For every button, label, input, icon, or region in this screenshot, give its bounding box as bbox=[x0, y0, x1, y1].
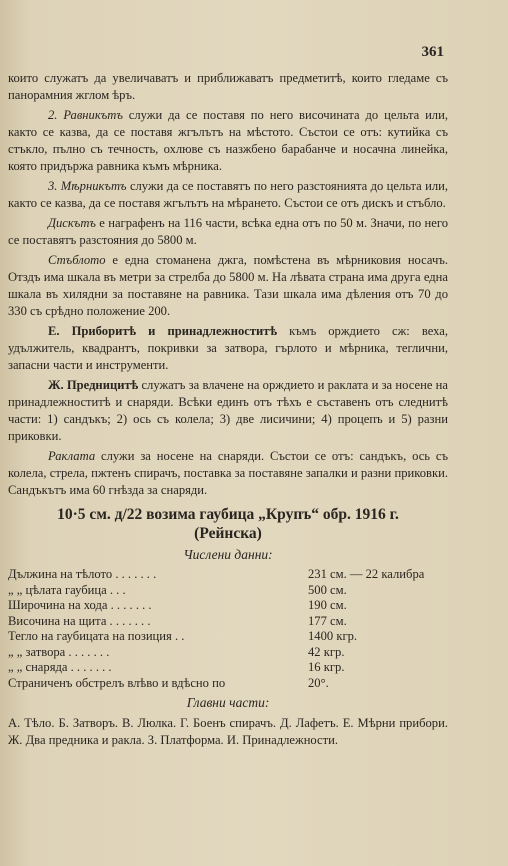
spec-label: „ „ цѣлата гаубица . . . bbox=[8, 582, 126, 597]
spec-value: 500 см. bbox=[308, 582, 347, 597]
spec-label: Страниченъ обстрелъ влѣво и вдѣсно по bbox=[8, 675, 226, 690]
spec-row bbox=[8, 614, 448, 630]
main-parts-heading: Главни части: bbox=[186, 695, 270, 710]
spec-label: „ „ снаряда . . . . . . . bbox=[8, 660, 112, 674]
page-content bbox=[8, 70, 448, 752]
spec-label: Дължина на тѣлото . . . . . . . bbox=[8, 567, 157, 581]
section-title bbox=[8, 505, 448, 543]
section-title-line2: (Рейнска) bbox=[194, 525, 262, 542]
term-stem: Стъблото bbox=[48, 253, 106, 267]
spec-value: 1400 кгр. bbox=[308, 629, 358, 643]
term-level: 2. Равникътъ bbox=[48, 108, 123, 122]
spec-value: 190 см. bbox=[308, 598, 347, 612]
page-number: 361 bbox=[421, 44, 444, 60]
spec-value: 231 см. — 22 калибра bbox=[308, 567, 425, 581]
spec-row bbox=[8, 598, 448, 614]
term-disc: Дискътъ bbox=[48, 216, 96, 230]
paragraph-limbers bbox=[8, 377, 448, 445]
spec-row bbox=[8, 676, 448, 692]
spec-row bbox=[8, 645, 448, 661]
spec-label: Широчина на хода . . . . . . . bbox=[8, 598, 152, 612]
paragraph-limbers-body: служатъ за влачене на орждието и раклата и за носене на принадлежноститѣ и снаряди. Всѣки единъ отъ тѣхъ е съставенъ отъ следнитѣ части: 1) сандъкъ; 2) ось съ колела; 3) две лисичини; 4) процепъ и 5) разни приковки. bbox=[8, 378, 448, 443]
spec-list bbox=[8, 567, 448, 691]
spec-label: Височина на щита . . . . . . . bbox=[8, 613, 151, 628]
spec-label: Тегло на гаубицата на позиция . . bbox=[8, 629, 185, 643]
spec-row bbox=[8, 629, 448, 645]
spec-value: 20°. bbox=[308, 675, 329, 690]
spec-value: 42 кгр. bbox=[308, 644, 345, 659]
paragraph-caisson-body: служи за носене на снаряди. Състои се отъ: сандъкъ, ось съ колела, стрела, пжтенъ спирачъ, поставка за поставяне запалки и разни приковки. Сандъкътъ има 60 гнѣзда за снаряди. bbox=[8, 449, 448, 497]
spec-row bbox=[8, 660, 448, 676]
term-sight: 3. Мѣрникътъ bbox=[48, 179, 127, 193]
spec-row bbox=[8, 583, 448, 599]
paragraph-sight bbox=[8, 178, 448, 212]
main-parts-text: А. Тѣло. Б. Затворъ. В. Люлка. Г. Боенъ спирачъ. Д. Лафетъ. Е. Мѣрни прибори. Ж. Два предника и ракла. З. Платформа. И. Принадлежности. bbox=[8, 716, 448, 747]
numeric-data-heading: Числени данни: bbox=[183, 547, 273, 562]
paragraph-stem bbox=[8, 252, 448, 320]
term-limbers: Ж. Предницитѣ bbox=[48, 378, 139, 392]
paragraph-accessories-body: къмъ орждието сж: веха, удължитель, квадрантъ, покривки за затвора, гърлото и мѣрника, теглични, запасни части и инструменти. bbox=[8, 324, 449, 372]
paragraph-sight-body: служи да се поставятъ по него разстоянията до цельта или, както се казва, да се поставя жгълътъ на мѣрането. Състои се отъ дискъ и стъбло. bbox=[8, 179, 449, 210]
paragraph-disc-body: е нагрaфенъ на 116 части, всѣка една отъ по 50 м. Значи, по него се поставятъ разстояния до 5800 м. bbox=[8, 216, 448, 247]
spec-label: „ „ затвора . . . . . . . bbox=[8, 644, 110, 659]
spec-value: 177 см. bbox=[308, 613, 347, 628]
paragraph-continuation: които служатъ да увеличаватъ и приближаватъ предметитѣ, които гледаме съ панорамния жглом ѣръ. bbox=[8, 71, 448, 102]
term-accessories: Е. Приборитѣ и принадлежноститѣ bbox=[48, 324, 278, 338]
paragraph-stem-body: е една стоманена джга, помѣстена въ мѣрниковия носачъ. Отздъ има шкала въ метри за стрелба до 5800 м. На лѣвата страна има друга една шкала въ хилядни за поставяне на равника. Тази шкала има дѣления отъ 70 до 330 съ срѣдно положение 200. bbox=[8, 253, 448, 318]
paragraph-caisson bbox=[8, 448, 448, 499]
term-caisson: Раклата bbox=[48, 449, 96, 463]
spec-row bbox=[8, 567, 448, 583]
paragraph-disc bbox=[8, 215, 448, 249]
spec-value: 16 кгр. bbox=[308, 660, 345, 674]
paragraph-level-body: служи да се поставя по него височината до цельта или, както се казва, да се поставя жгълътъ на мѣстото. Състои се отъ: кутийка съ стъкло, пълно съ течность, охлюве съ назжбено барабанче и носачна линейка, която придържа равника къмъ мѣрника. bbox=[8, 108, 448, 173]
paragraph-accessories bbox=[8, 323, 448, 374]
section-title-line1: 10·5 см. д/22 возима гаубица „Крупъ“ обр. 1916 г. bbox=[57, 506, 399, 523]
paragraph-level bbox=[8, 107, 448, 175]
